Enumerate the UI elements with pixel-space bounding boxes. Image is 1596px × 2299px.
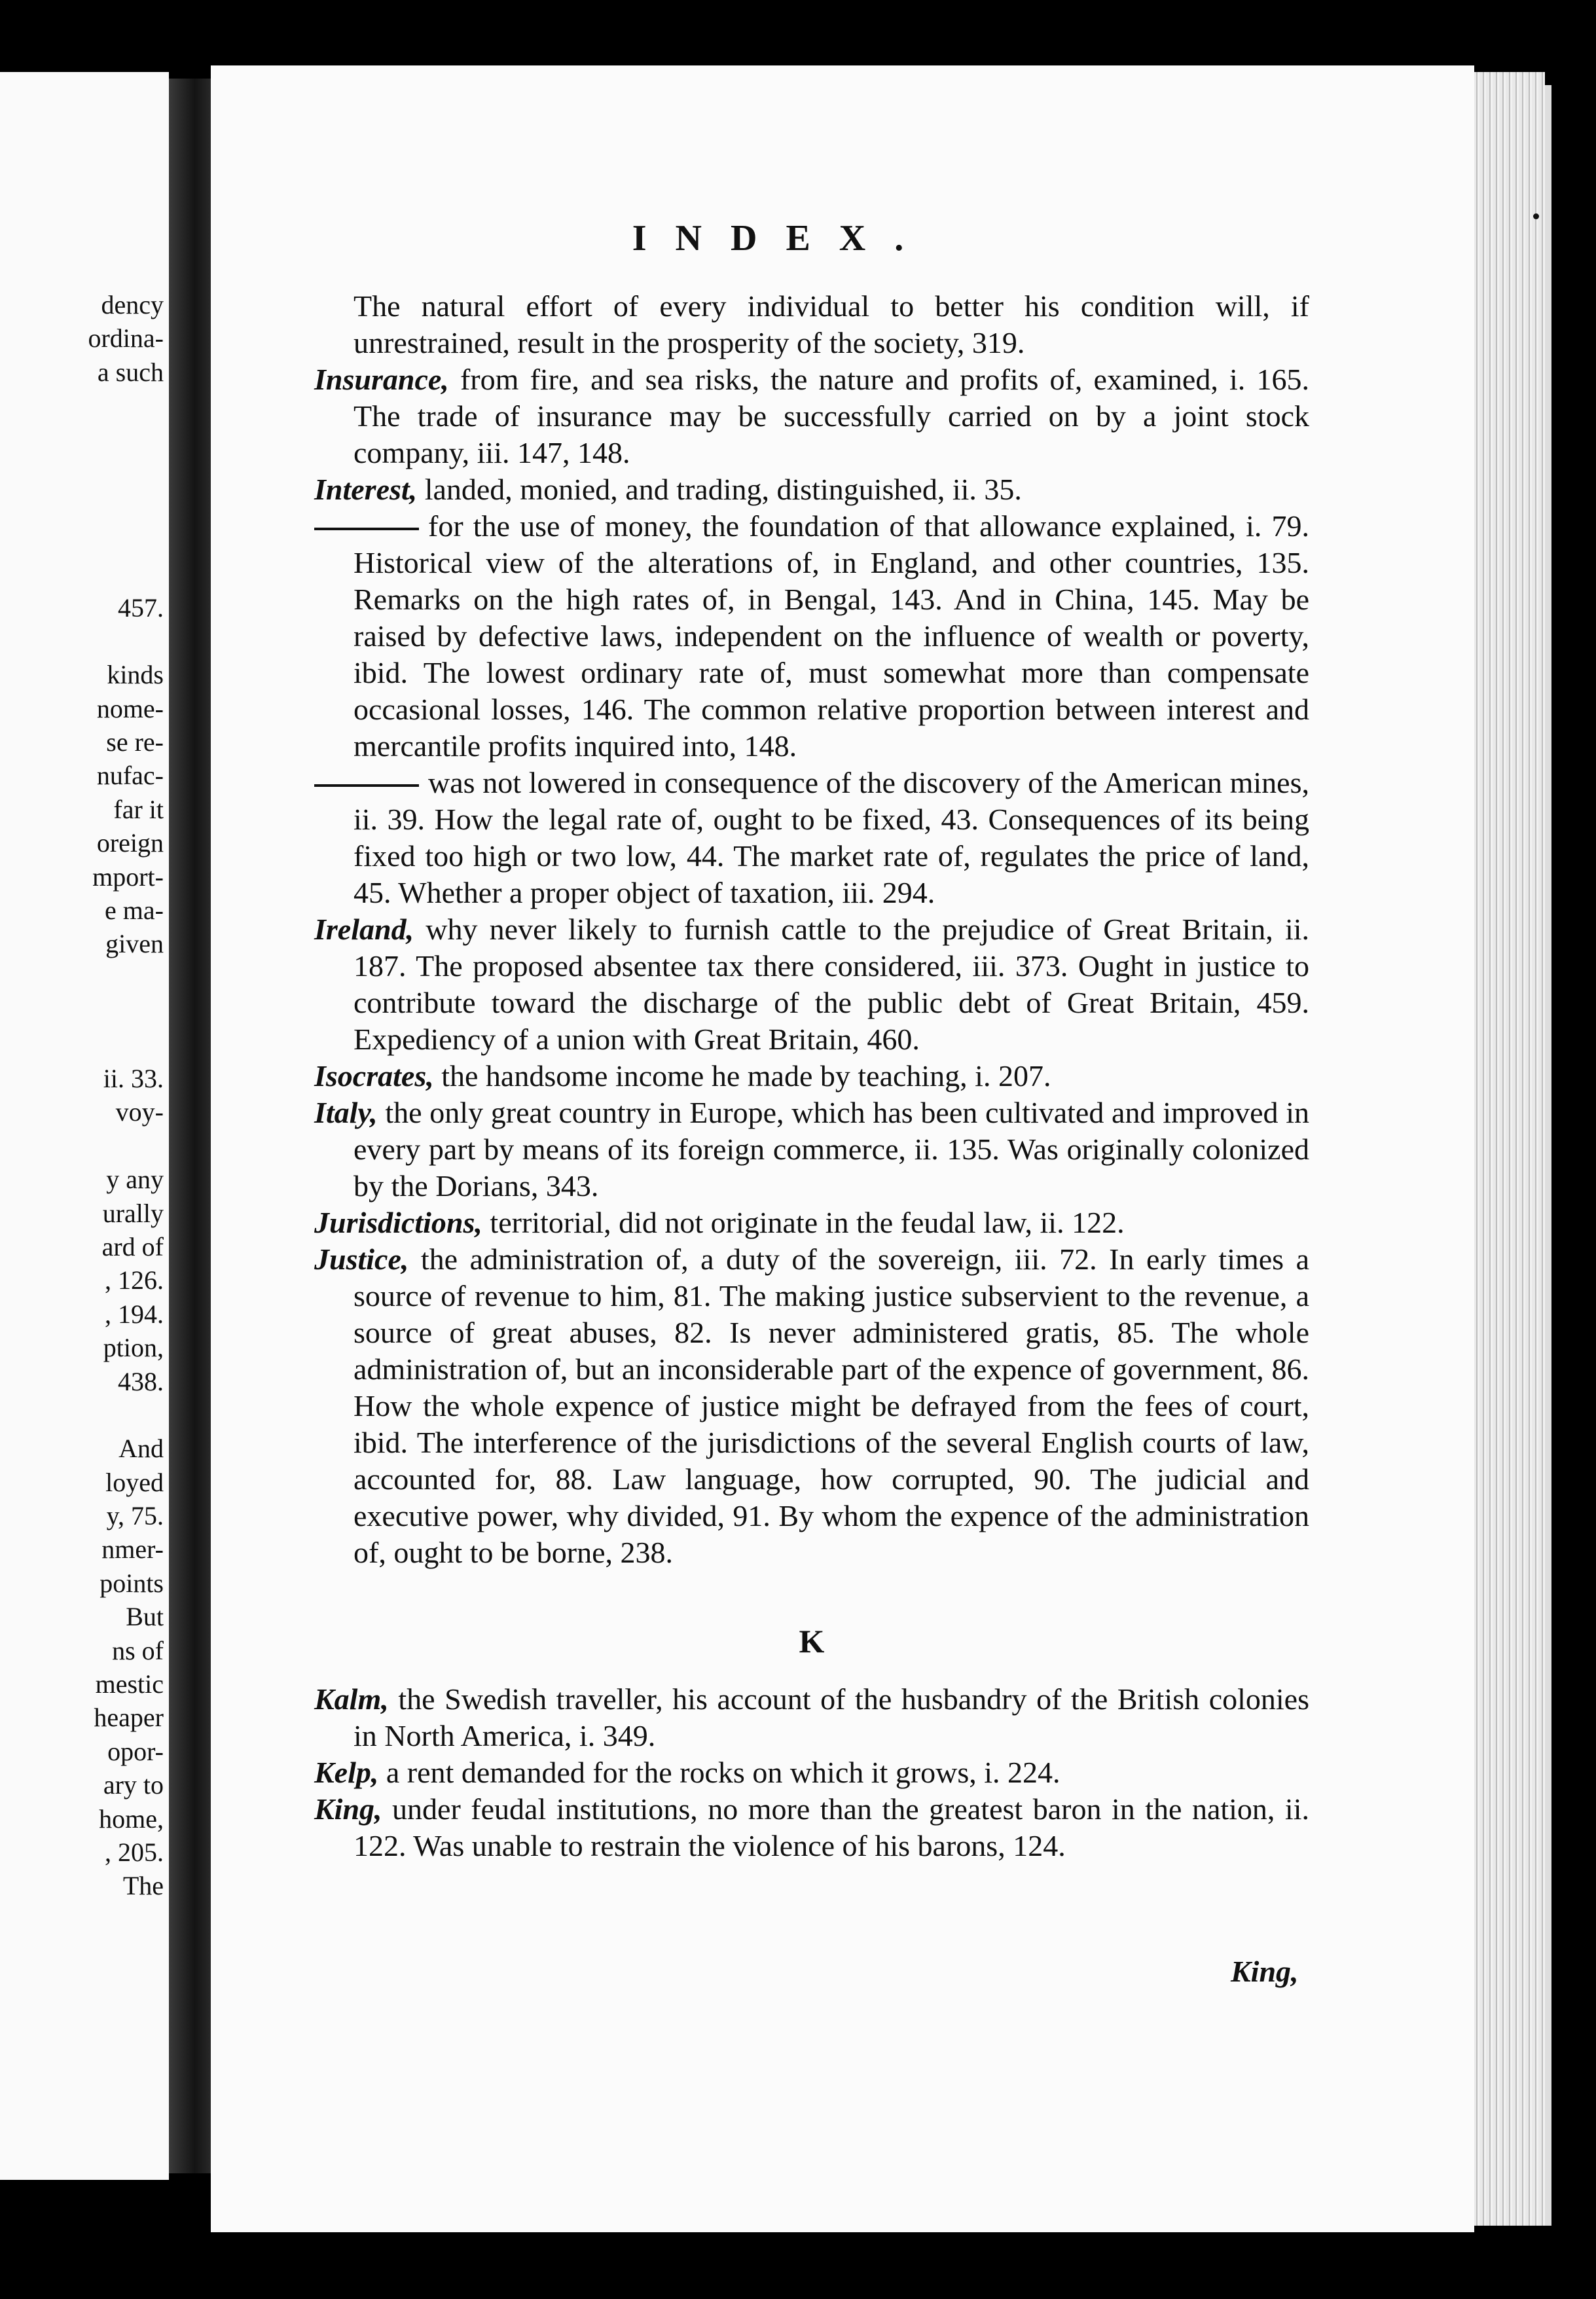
left-page-line: , 194. bbox=[105, 1299, 164, 1329]
left-page-line: oreign bbox=[96, 828, 164, 858]
index-entry-text: from fire, and sea risks, the nature and profits of, examined, i. 165. The trade of insurance may be successfully carried on by a joint stock company, iii. 147, 148. bbox=[354, 363, 1309, 469]
index-entry bbox=[314, 911, 1309, 1058]
left-page-line: nmer- bbox=[101, 1534, 164, 1565]
index-term: Interest, bbox=[314, 473, 418, 506]
left-page-line: 457. bbox=[118, 592, 164, 623]
index-entries-i-j bbox=[314, 288, 1309, 1571]
left-page-line: dency bbox=[101, 290, 164, 319]
section-letter-k: K bbox=[799, 1623, 825, 1659]
page-header: INDEX. bbox=[632, 218, 933, 259]
left-page-line: , 205. bbox=[105, 1837, 164, 1867]
left-page-line: , 126. bbox=[105, 1265, 164, 1295]
left-page-line bbox=[0, 1398, 169, 1432]
left-page-line: ard of bbox=[101, 1231, 164, 1261]
left-page-line: ns of bbox=[112, 1635, 164, 1665]
left-page-line: y any bbox=[106, 1165, 164, 1195]
index-entry bbox=[314, 1791, 1309, 1864]
index-entry-text: The natural effort of every individual to better his condition will, if unrestrained, result in the prosperity of the society, 319. bbox=[354, 289, 1309, 359]
index-term: Isocrates, bbox=[314, 1059, 434, 1093]
index-entry bbox=[314, 1754, 1309, 1791]
index-entry-text: the administration of, a duty of the sovereign, iii. 72. In early times a source of revenue to him, 81. The making justice subservient to the revenue, a source of great abuses, 82. Is never administered gratis, 85. The whole administration of, but an inconsiderable part of the expence of government, 86. How the whole expence of justice might be defrayed from the fees of court, ibid. The interference of the jurisdictions of the several English courts of law, accounted for, 88. Law language, how corrupted, 90. The judicial and executive power, why divided, 91. By whom the expence of the administration of, ought to be borne, 238. bbox=[354, 1242, 1309, 1569]
index-term: Jurisdictions, bbox=[314, 1206, 482, 1239]
repeat-dash bbox=[314, 528, 419, 530]
left-page-line: kinds bbox=[107, 660, 164, 690]
left-page-line: voy- bbox=[115, 1097, 164, 1127]
left-page-line: heaper bbox=[94, 1703, 164, 1733]
index-entry bbox=[314, 361, 1309, 471]
left-page-line: ary to bbox=[103, 1770, 164, 1800]
catchword: King, bbox=[1231, 1955, 1299, 1988]
left-page-line bbox=[0, 389, 169, 422]
index-entry bbox=[314, 1095, 1309, 1204]
left-page-line: And bbox=[118, 1434, 164, 1464]
left-page-line: given bbox=[105, 929, 164, 959]
index-entries-k bbox=[314, 1681, 1309, 1864]
left-page-line: e ma- bbox=[105, 896, 164, 926]
left-page-line: urally bbox=[102, 1198, 164, 1228]
index-entry-text: for the use of money, the foundation of that allowance explained, i. 79. Historical view of the alterations of, in England, and other countries, 135. Remarks on the high rates of, in Bengal, 143. And in China, 145. May be raised by defective laws, independent on the influence of wealth or poverty, ibid. The lowest ordinary rate of, must somewhat more than compensate occasional losses, 146. The common relative proportion between interest and mercantile profits inquired into, 148. bbox=[354, 509, 1309, 763]
left-page-line bbox=[0, 490, 169, 523]
left-page-line: mestic bbox=[95, 1669, 164, 1699]
index-entry-text: the Swedish traveller, his account of the husbandry of the British colonies in North America, i. 349. bbox=[354, 1682, 1309, 1752]
index-term: Ireland, bbox=[314, 913, 414, 946]
left-facing-page bbox=[0, 72, 169, 2180]
left-page-line: nome- bbox=[96, 693, 164, 723]
index-term: Justice, bbox=[314, 1242, 409, 1276]
left-page-line: loyed bbox=[105, 1467, 164, 1497]
left-page-text bbox=[0, 288, 169, 1903]
repeat-dash bbox=[314, 784, 419, 787]
left-page-line: ii. 33. bbox=[103, 1063, 164, 1093]
index-entry bbox=[314, 288, 1309, 361]
index-term: Kalm, bbox=[314, 1682, 389, 1716]
left-page-line: opor- bbox=[107, 1736, 164, 1766]
index-entry bbox=[314, 1204, 1309, 1241]
left-page-line bbox=[0, 961, 169, 994]
index-entry bbox=[314, 508, 1309, 765]
left-page-line bbox=[0, 456, 169, 490]
left-page-line bbox=[0, 557, 169, 590]
left-page-line: 438. bbox=[118, 1366, 164, 1396]
index-term: Kelp, bbox=[314, 1756, 379, 1789]
left-page-line: The bbox=[122, 1871, 164, 1901]
index-entry-text: landed, monied, and trading, distinguished, ii. 35. bbox=[417, 473, 1022, 506]
left-page-line: nufac- bbox=[96, 761, 164, 791]
left-page-line: home, bbox=[99, 1803, 164, 1834]
index-entry-text: territorial, did not originate in the feudal law, ii. 122. bbox=[482, 1206, 1125, 1239]
index-entry bbox=[314, 471, 1309, 508]
index-entry-text: the handsome income he made by teaching, i. 207. bbox=[433, 1059, 1051, 1093]
left-page-line: ordina- bbox=[88, 323, 164, 353]
book-gutter bbox=[169, 79, 212, 2173]
index-entry-text: why never likely to furnish cattle to the prejudice of Great Britain, ii. 187. The proposed absentee tax there considered, iii. 373. Ought in justice to contribute toward the discharge of the public debt of Great Britain, 459. Expediency of a union with Great Britain, 460. bbox=[354, 913, 1309, 1056]
index-entry-text: under feudal institutions, no more than the greatest baron in the nation, ii. 122. Was unable to restrain the violence of his barons, 124. bbox=[354, 1792, 1309, 1862]
left-page-line: mport- bbox=[92, 861, 164, 892]
left-page-line bbox=[0, 994, 169, 1028]
index-entry bbox=[314, 1241, 1309, 1571]
index-entry bbox=[314, 1058, 1309, 1095]
left-page-line: ption, bbox=[103, 1333, 164, 1363]
left-page-line: se re- bbox=[106, 727, 164, 757]
left-page-line bbox=[0, 625, 169, 658]
left-page-line: But bbox=[126, 1602, 164, 1632]
index-term: Italy, bbox=[314, 1096, 378, 1129]
left-page-line: far it bbox=[113, 794, 164, 824]
index-entry-text: the only great country in Europe, which has been cultivated and improved in every part by means of its foreign commerce, ii. 135. Was originally colonized by the Dorians, 343. bbox=[354, 1096, 1309, 1203]
left-page-line: a such bbox=[97, 357, 164, 387]
ink-spot bbox=[1533, 213, 1539, 219]
index-entry bbox=[314, 1681, 1309, 1754]
index-entry-text: a rent demanded for the rocks on which it grows, i. 224. bbox=[378, 1756, 1061, 1789]
index-term: King, bbox=[314, 1792, 382, 1826]
left-page-line bbox=[0, 1129, 169, 1163]
index-entry-text: was not lowered in consequence of the discovery of the American mines, ii. 39. How the legal rate of, ought to be fixed, 43. Consequences of its being fixed too high or two low, 44. The market rate of, regulates the price of land, 45. Whether a proper object of taxation, iii. 294. bbox=[354, 766, 1309, 909]
left-page-line bbox=[0, 423, 169, 456]
index-term: Insurance, bbox=[314, 363, 449, 396]
index-entry bbox=[314, 765, 1309, 911]
left-page-line bbox=[0, 1028, 169, 1062]
left-page-line bbox=[0, 524, 169, 557]
left-page-line: points bbox=[100, 1568, 164, 1598]
index-text bbox=[314, 288, 1309, 1864]
left-page-line: y, 75. bbox=[106, 1501, 164, 1531]
